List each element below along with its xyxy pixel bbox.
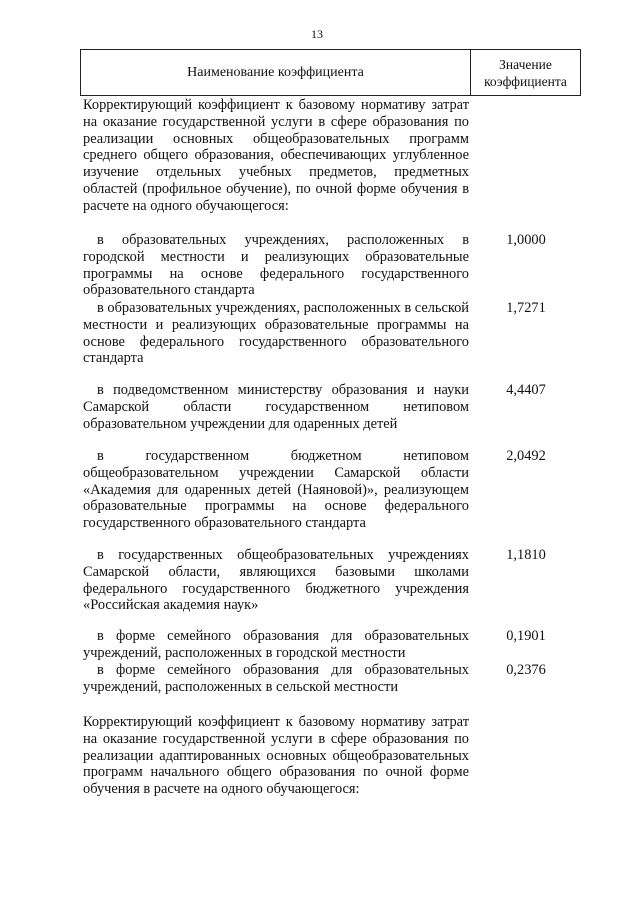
row-text: в государственном бюджетном нетиповом общеобразовательном учреждении Самарской области «Академия для одаренных детей (Наяновой)», реализующем образовательные программы на основе федерального государственного образовательного стандарта	[83, 448, 469, 532]
row-text: в государственных общеобразовательных учреждениях Самарской области, являющихся базовыми школами федерального государственного бюджетного учреждения «Российская академия наук»	[83, 547, 469, 614]
row-value: 4,4407	[506, 382, 546, 398]
coefficient-value-header: Значение коэффициента	[470, 50, 580, 95]
section-1-heading: Корректирующий коэффициент к базовому нормативу затрат на оказание государственной услуги в сфере образования по реализации основных общеобразовательных программ среднего общего образования, обеспечивающих углубленное изучение отдельных учебных предметов, предметных областей (профильное обучение), по очной форме обучения в расчете на одного обучающегося:	[83, 97, 469, 214]
table-header	[80, 49, 581, 96]
row-value: 1,1810	[506, 547, 546, 563]
row-value: 1,7271	[506, 300, 546, 316]
row-text: в образовательных учреждениях, расположенных в городской местности и реализующих образовательные программы на основе федерального государственного образовательного стандарта	[83, 232, 469, 299]
row-text: в образовательных учреждениях, расположенных в сельской местности и реализующих образовательные программы на основе федерального государственного образовательного стандарта	[83, 300, 469, 367]
row-value: 1,0000	[506, 232, 546, 248]
coefficient-name-header: Наименование коэффициента	[187, 64, 364, 80]
row-value: 0,2376	[506, 662, 546, 678]
row-text: в подведомственном министерству образования и науки Самарской области государственном нетиповом образовательном учреждении для одаренных детей	[83, 382, 469, 432]
row-value: 0,1901	[506, 628, 546, 644]
page-number: 13	[311, 27, 323, 41]
row-text: в форме семейного образования для образовательных учреждений, расположенных в сельской местности	[83, 662, 469, 695]
row-text: в форме семейного образования для образовательных учреждений, расположенных в городской местности	[83, 628, 469, 661]
section-2-heading: Корректирующий коэффициент к базовому нормативу затрат на оказание государственной услуги в сфере образования по реализации адаптированных основных общеобразовательных программ начального общего образования по очной форме обучения в расчете на одного обучающегося:	[83, 714, 469, 798]
row-value: 2,0492	[506, 448, 546, 464]
